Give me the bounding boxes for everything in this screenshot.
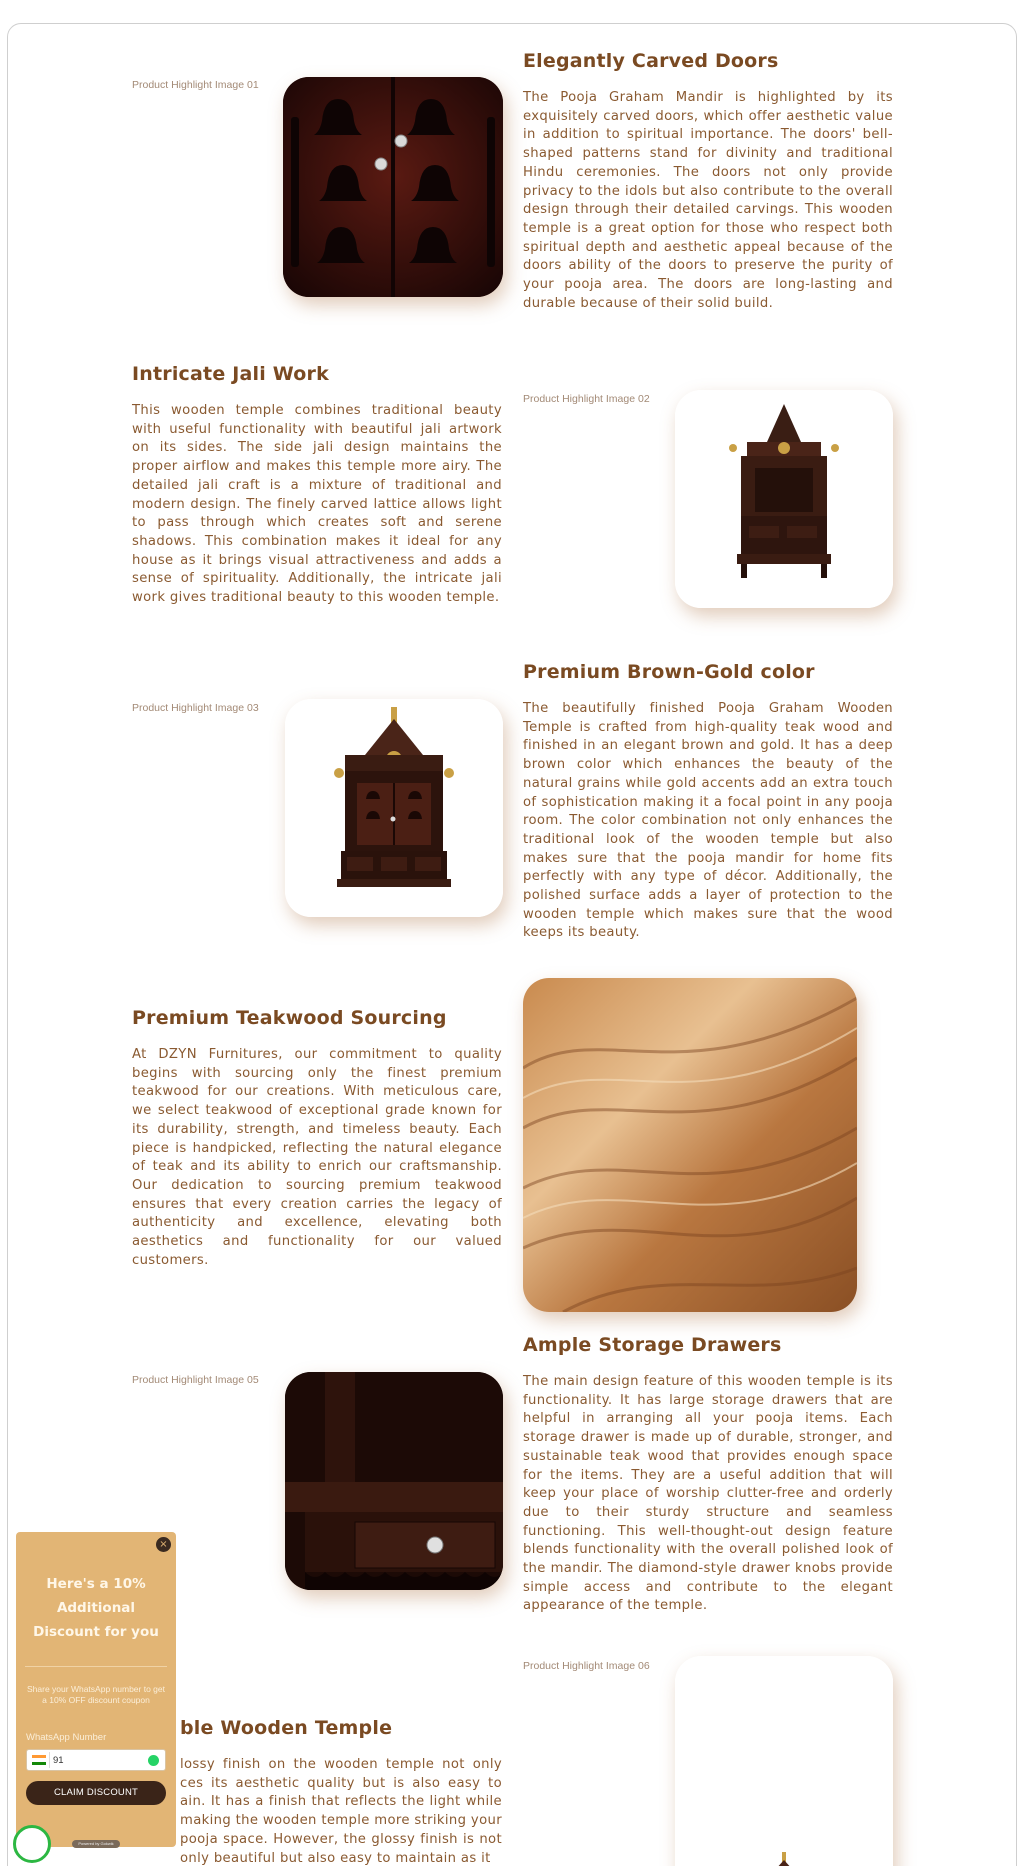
section-title-brown-gold: Premium Brown-Gold color	[523, 661, 815, 683]
popup-divider	[25, 1666, 167, 1667]
popup-heading: Here's a 10% Additional Discount for you	[33, 1576, 159, 1640]
carved-doors-illustration	[283, 77, 503, 297]
section-text-storage-drawers: The main design feature of this wooden temple is its functionality. It has large storage drawers that are helpful in arranging all your pooja items. Each storage drawer is made up of durable, stronger, and sustainable teak wood that provides enough space for the items. They are a useful addition that will keep your place of worship clutter-free and orderly due to their sturdy structure and seamless functioning. This well-thought-out design feature blends functionality with the overall polished look of the mandir. The diamond-style drawer knobs provide simple access and contribute to the elegant appearance of the temple.	[523, 1374, 893, 1614]
carved-doors-image	[283, 77, 503, 297]
temple-side-illustration	[675, 390, 893, 608]
popup-subtext: Share your WhatsApp number to get a 10% OFF discount coupon	[27, 1684, 165, 1705]
claim-discount-button[interactable]: CLAIM DISCOUNT	[26, 1781, 166, 1805]
powered-by-badge: Powered by Gokwik	[72, 1840, 120, 1848]
section-title-storage-drawers: Ample Storage Drawers	[523, 1334, 782, 1356]
phone-field-separator	[49, 1752, 50, 1768]
storage-drawer-illustration	[285, 1372, 503, 1590]
temple-side-image	[675, 390, 893, 608]
section-title-jali-work: Intricate Jali Work	[132, 363, 329, 385]
whatsapp-icon	[148, 1755, 159, 1766]
image-caption-03: Product Highlight Image 03	[132, 702, 259, 714]
section-title-durable-temple: ble Wooden Temple	[180, 1717, 393, 1739]
whatsapp-chat-icon[interactable]	[13, 1825, 51, 1863]
teakwood-grain-illustration	[523, 978, 857, 1312]
popup-close-button[interactable]: ×	[156, 1537, 171, 1552]
section-text-durable-temple: lossy finish on the wooden temple not only ces its aesthetic quality but is also easy to ain. It has a finish that reflects the light while making the wooden temple more striking your pooja space. However, the glossy finish is not only beautiful but also easy to maintain as it	[180, 1757, 502, 1866]
storage-drawer-image	[285, 1372, 503, 1590]
temple-image-06	[675, 1656, 893, 1866]
section-title-carved-doors: Elegantly Carved Doors	[523, 50, 779, 72]
section-text-jali-work: This wooden temple combines traditional beauty with useful functionality with beautiful jali artwork on its sides. The side jali design maintains the proper airflow and makes this temple more airy. The detailed jali craft is a mixture of traditional and modern design. The finely carved lattice allows light to pass through which creates soft and serene shadows. This combination makes it ideal for any house as it brings visual attractiveness and adds a sense of spirituality. Additionally, the intricate jali work gives traditional beauty to this wooden temple.	[132, 403, 502, 606]
section-text-carved-doors: The Pooja Graham Mandir is highlighted by its exquisitely carved doors, which offer aesthetic value in addition to spiritual importance. The doors' bell-shaped patterns stand for divinity and traditional Hindu ceremonies. The doors not only provide privacy to the idols but also contribute to the overall design through their detailed carvings. This wooden temple is a great option for those who respect both spiritual depth and aesthetic appeal because of the doors ability of the doors to preserve the purity of your pooja area. The doors are long-lasting and durable because of their solid build.	[523, 90, 893, 311]
temple-front-image	[285, 699, 503, 917]
image-caption-01: Product Highlight Image 01	[132, 79, 259, 91]
india-flag-icon[interactable]	[32, 1755, 46, 1765]
section-text-teakwood: At DZYN Furnitures, our commitment to quality begins with sourcing only the finest premium teakwood for our creations. With meticulous care, we select teakwood of exceptional grade known for its durability, strength, and timeless beauty. Each piece is handpicked, reflecting the natural elegance of teak and its ability to enrich our craftsmanship. Our dedication to sourcing premium teakwood ensures that every creation carries the legacy of authenticity and excellence, elevating both aesthetics and functionality for our valued customers.	[132, 1047, 502, 1268]
whatsapp-number-label: WhatsApp Number	[26, 1732, 107, 1743]
discount-popup	[16, 1532, 176, 1847]
image-caption-02: Product Highlight Image 02	[523, 393, 650, 405]
teakwood-grain-image	[523, 978, 857, 1312]
image-caption-05: Product Highlight Image 05	[132, 1374, 259, 1386]
section-title-teakwood: Premium Teakwood Sourcing	[132, 1007, 447, 1029]
section-text-brown-gold: The beautifully finished Pooja Graham Wooden Temple is crafted from high-quality teak wood and finished in an elegant brown and gold. It has a deep brown color which enhances the beauty of the natural grains while gold accents add an extra touch of sophistication making it a focal point in any pooja room. The color combination not only enhances the traditional look of the wooden temple but also makes sure that the pooja mandir for home fits perfectly with any type of décor. Additionally, the polished surface adds a layer of protection to the wooden temple which makes sure that the wood keeps its beauty.	[523, 701, 893, 941]
whatsapp-phone-field	[26, 1749, 166, 1771]
temple-front-illustration	[285, 699, 503, 917]
whatsapp-number-input[interactable]	[53, 1752, 143, 1768]
temple-top-illustration	[675, 1656, 893, 1866]
image-caption-06: Product Highlight Image 06	[523, 1660, 650, 1672]
